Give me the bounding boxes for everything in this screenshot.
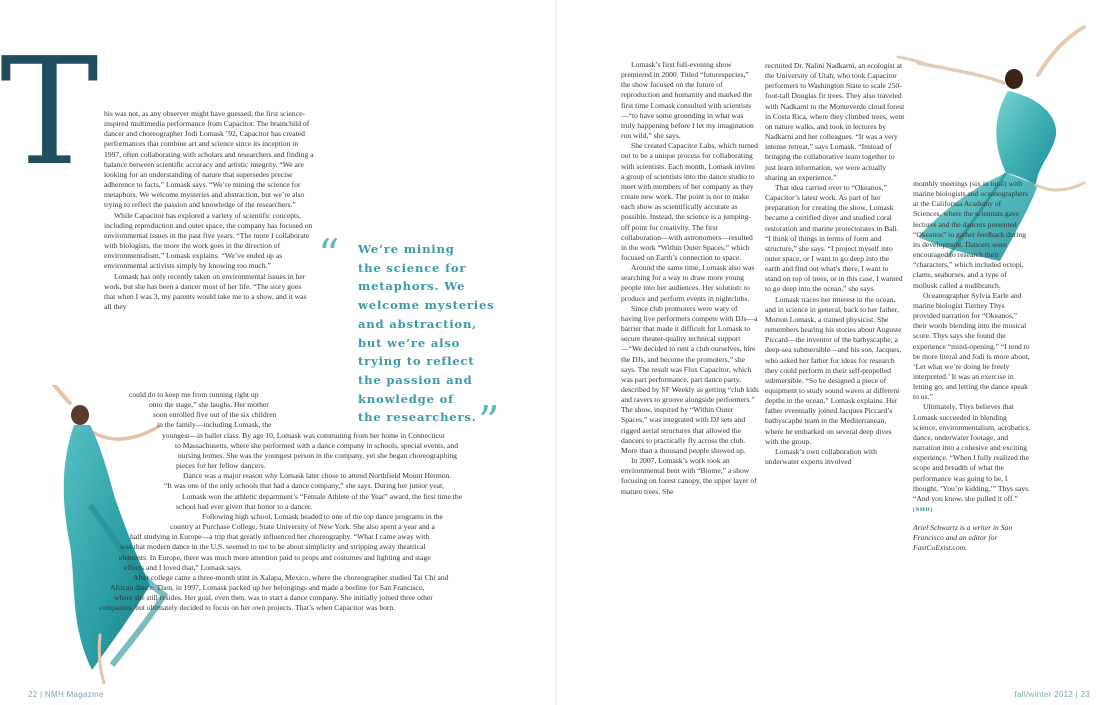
text-line: African dance. Then, in 1997, Lomask packed up her belongings and made a beeline for San Francisco, bbox=[110, 582, 425, 592]
paragraph: monthly meetings (six in total) with marine biologists and oceanographers at the California Academy of Sciences, where the scientists gave lectures and the dancers presented “Okeanos” to gather feedback during its development. Dancers were encouraged to research their “characters,” which included octopi, clams, seahorses, and a type of mollusk called a nudibranch. bbox=[913, 179, 1028, 290]
pull-quote-line: We’re mining bbox=[358, 242, 455, 256]
text-line: Following high school, Lomask headed to one of the top dance programs in the bbox=[202, 511, 443, 521]
drop-cap: T bbox=[0, 26, 99, 198]
right-column-3 bbox=[913, 179, 1031, 554]
paragraph: That idea carried over to “Okeanos,” Capacitor’s latest work. As part of her preparation for creating the show, Lomask became a certified diver and studied coral restoration and marine protectorates in Bali. “I think of things in terms of form and structure,” she says. “I project myself into outer space, or I want to go deep into the earth and find out what’s there, I want to stand on top of trees, or in this case, I wanted to go deep into the ocean,” she says. bbox=[765, 182, 903, 294]
text-line: elements. In Europe, there was much more attention paid to props and costumes and lighting and stage bbox=[119, 552, 431, 562]
left-top-column bbox=[104, 109, 314, 312]
pull-quote-line: trying to reflect bbox=[358, 354, 475, 369]
text-line: effects and I loved that,” Lomask says. bbox=[124, 562, 242, 572]
pull-quote-line: and abstraction, bbox=[358, 316, 478, 331]
paragraph: Since club promoters were wary of having live performers compete with DJs—a barrier that made it difficult for Lomask to secure theater-quality technical support—“We decided to rent a club ourselves, hire the DJs, and become the promoters,” she says. The result was Flux Capacitor, which was part performance, part dance party, described by SF Weekly as getting “club kids and ravers to groove alongside performers.” The show, inspired by “Within Outer Spaces,” was integrated with DJ sets and rigged aerial structures that allowed the dancers to practically fly across the club. More than a thousand people showed up. bbox=[621, 303, 759, 455]
paragraph: Lomask traces her interest in the ocean, and in science in general, back to her father, Morton Lomask, a trained physicist. She remembers hearing his stories about Auguste Piccard—the inventor of the bathyscaphe, a deep-sea submersible—and his son, Jacques, who asked her father for ideas for research they could perform in their self-propelled submersible. “So he designed a piece of equipment to study sound waves at different depths in the ocean,” Lomask explains. Her father eventually joined Jacques Piccard’s bathyscaphe team in the Mediterranean, where he embarked on several deep dives with the group. bbox=[765, 294, 902, 446]
close-quote-mark: ” bbox=[478, 397, 500, 446]
text-line: Lomask won the athletic department’s “Female Athlete of the Year” award, the first time the bbox=[182, 491, 463, 501]
left-staggered-text bbox=[0, 390, 520, 613]
pull-quote-line: knowledge of bbox=[358, 391, 454, 406]
pull-quote-line: metaphors. We bbox=[358, 279, 466, 294]
paragraph bbox=[913, 402, 1031, 515]
paragraph: his was not, as any observer might have guessed, the first science-inspired multimedia performance from Capacitor. The brainchild of dancer and choreographer Jodi Lomask ’92, Capacitor has created performances that combine art and science since its inception in 1997, often collaborating with scholars and researchers and finding a balance between scientific accuracy and artistic integrity. “We are looking for an understanding of nature that supersedes precise adherence to facts,” Lomask says. “We’re mining the science for metaphors. We welcome mysteries and abstraction, but we’re also trying to reflect the passion and knowledge of the researchers.” bbox=[104, 109, 314, 210]
paragraph: Lomask has only recently taken on environmental issues in her work, but she has been a dancer most of her life. “The story goes that when I was 3, my parents would take me to a show, and it was all they bbox=[104, 271, 307, 311]
paragraph: Lomask’s own collaboration with underwater experts involved bbox=[765, 446, 877, 467]
text-line: onto the stage,” she laughs. Her mother bbox=[149, 400, 269, 410]
right-column-1 bbox=[621, 60, 759, 497]
folio-right: fall/winter 2012 | 23 bbox=[1014, 690, 1090, 699]
paragraph: She created Capacitor Labs, which turned out to be a unique process for collaborating with scientists. Each month, Lomask invites a group of scientists into the dance studio to meet with members of her company as they create new work. The point is not to make each show as scientifically accurate as possible. Instead, the science is a jumping-off point for creativity. The first collaboration—with astronomers—resulted in the work “Within Outer Spaces,” which focused on Earth’s connection to space. bbox=[621, 141, 758, 262]
author-byline: Ariel Schwartz is a writer in San Francisco and an editor for FastCoExist.com. bbox=[913, 523, 1013, 553]
paragraph: Around the same time, Lomask also was searching for a way to draw more young people into her audiences. Her solution: to produce and perform events in nightclubs. bbox=[621, 263, 755, 303]
paragraph: Lomask’s first full-evening show premiered in 2000. Titled “futurespecies,” the show focused on the future of reproduction and humanity and marked the first time Lomask consulted with scientists—“to have some grounding in what was truly happening before I let my imagination run wild,” she says. bbox=[621, 60, 754, 141]
paragraph: recruited Dr. Nalini Nadkarni, an ecologist at the University of Utah, who took Capacitor performers to Washington State to scale 250-foot-tall Douglas fir trees. They also traveled with Nadkarni to the Monteverde cloud forest in Costa Rica, where they climbed trees, went on nature walks, and took in lectures by Nadkarni and her colleagues. “It was a very intense retreat,” says Lomask. “Instead of bringing the collaborative team together to just learn information, we were actually sharing an experience.” bbox=[765, 61, 905, 182]
text-line: country at Purchase College, State University of New York. She also spent a year and a bbox=[170, 522, 435, 532]
text-line: soon enrolled five out of the six children bbox=[153, 410, 277, 420]
end-mark: [NMH] bbox=[913, 507, 933, 513]
paragraph: Oceanographer Sylvia Earle and marine biologist Tierney Thys provided narration for “Okeanos,” their words blending into the musical score. Thys says she found the experience “mind-opening.” “I tend to be more literal and Jodi is more about, ‘Let what we’re doing be freely interpreted.’ It was an exercise in letting go, and letting the dance speak to us.” bbox=[913, 290, 1030, 402]
folio-left: 22 | NMH Magazine bbox=[28, 690, 104, 699]
pull-quote-line: the researchers. bbox=[358, 410, 477, 425]
text-line: youngest—in ballet class. By age 10, Lomask was commuting from her home in Connecticut bbox=[162, 430, 445, 440]
text-line: “It was one of the only schools that had a dance company,” she says. During her junior year, bbox=[164, 481, 445, 491]
open-quote-mark: “ bbox=[318, 230, 340, 279]
text-line: pieces for her fellow dancers. bbox=[176, 461, 266, 471]
right-column-2 bbox=[765, 61, 905, 467]
text-line: was that modern dance in the U.S. seemed to me to be about simplicity and stripping away theatrical bbox=[120, 542, 426, 552]
paragraph: While Capacitor has explored a variety of scientific concepts, including reproduction and outer space, the company has focused on environmental issues in the past five years. “The more I collaborate with biologists, the more the work goes in the direction of environmentalism,” Lomask explains. “We’ve ended up as environmental activists simply by knowing too much.” bbox=[104, 210, 313, 271]
text-line: Dance was a major reason why Lomask later chose to attend Northfield Mount Hermon. bbox=[183, 471, 452, 481]
text-line: could do to keep me from running right up bbox=[129, 390, 259, 399]
pull-quote-line: the passion and bbox=[358, 372, 473, 387]
paragraph-text: Ultimately, Thys believes that Lomask succeeded in blending science, environmentalism, acrobatics, dance, underwater footage, and narration into a cohesive and exciting experience. “When I fully realized the scope and breadth of what the performance was going to be, I thought, ‘You’re kidding,’” Thys says. “And you know, she pulled it off.” bbox=[913, 402, 1031, 503]
text-line: After college came a three-month stint in Xalapa, Mexico, where the choreographer studied Tai Chi and bbox=[133, 572, 449, 582]
text-line: in the family—including Lomask, the bbox=[157, 420, 272, 430]
pull-quote-line: but we’re also bbox=[358, 335, 461, 350]
text-line: nursing homes. She was the youngest person in the company, yet she began choreographing bbox=[178, 450, 457, 460]
text-line: where she still resides. Her goal, even then, was to start a dance company. She initially joined three other bbox=[114, 593, 433, 603]
text-line: half studying in Europe—a trip that greatly influenced her choreography. “What I came away with bbox=[130, 532, 430, 542]
text-line: to Massachusetts, where she performed with a dance company in schools, special events, and bbox=[175, 440, 458, 450]
text-line: companies, but ultimately decided to focus on her own projects. That’s when Capacitor was born. bbox=[99, 603, 396, 613]
paragraph: In 2007, Lomask’s work took an environmental bent with “Biome,” a show focusing on forest canopy, the upper layer of mature trees. She bbox=[621, 456, 757, 496]
pull-quote-line: welcome mysteries bbox=[358, 298, 495, 313]
text-line: school had ever given that honor to a dancer. bbox=[176, 501, 313, 511]
pull-quote-line: the science for bbox=[358, 260, 467, 275]
